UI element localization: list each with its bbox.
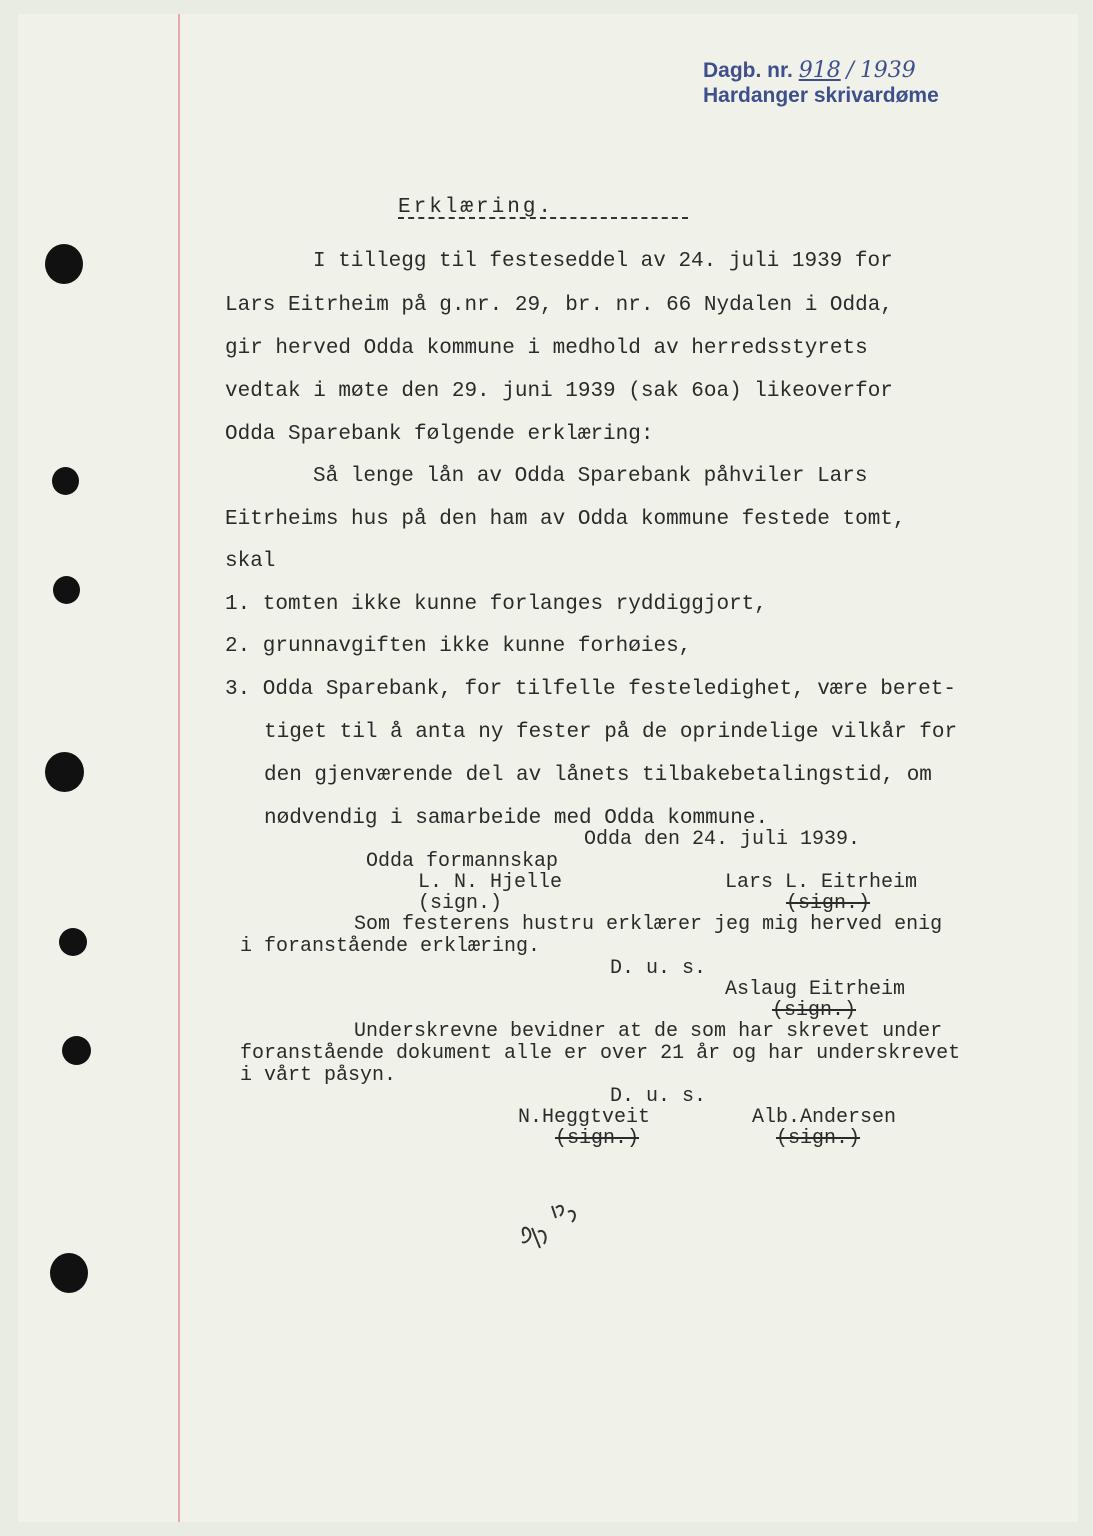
heggtveit-name: N.Heggtveit [518,1106,651,1129]
eitrheim-sign: (sign.) [786,892,871,915]
dus-closing: D. u. s. [610,957,707,980]
formannskap-label: Odda formannskap [366,850,559,873]
registry-stamp [703,58,939,108]
body-line: nødvendig i samarbeide med Odda kommune. [264,807,769,830]
binder-hole [45,244,83,284]
body-line: Lars Eitrheim på g.nr. 29, br. nr. 66 Nydalen i Odda, [225,294,893,317]
andersen-sign: (sign.) [776,1127,861,1150]
body-line: Så lenge lån av Odda Sparebank påhviler Lars [313,465,868,488]
stamp-prefix: Dagb. nr. [703,59,793,82]
body-line: gir herved Odda kommune i medhold av herredsstyrets [225,337,868,360]
witness-statement: Underskrevne bevidner at de som har skrevet under [354,1020,943,1043]
body-line: skal [225,550,276,573]
document-title: Erklæring. [398,196,555,219]
body-line: vedtak i møte den 29. juni 1939 (sak 6oa) likeoverfor [225,380,893,403]
body-line: Odda Sparebank følgende erklæring: [225,423,654,446]
list-item: 3. Odda Sparebank, for tilfelle festeledighet, være beret- [225,678,956,701]
stamp-number: 918 [798,58,841,83]
wife-statement: Som festerens hustru erklærer jeg mig herved enig [354,913,943,936]
hjelle-sign: (sign.) [418,892,503,915]
witness-statement: foranstående dokument alle er over 21 år og har underskrevet [240,1042,961,1065]
margin-line [178,14,180,1522]
heggtveit-sign: (sign.) [555,1127,640,1150]
aslaug-name: Aslaug Eitrheim [725,978,906,1001]
place-date: Odda den 24. juli 1939. [584,828,861,851]
list-item: 2. grunnavgiften ikke kunne forhøies, [225,635,692,658]
aslaug-sign: (sign.) [772,999,857,1022]
stamp-year: 1939 [859,58,916,83]
binder-hole [50,1253,88,1293]
handwritten-initials [512,1198,602,1258]
binder-hole [59,928,87,956]
wife-statement: i foranstående erklæring. [240,935,541,958]
binder-hole [45,752,84,792]
witness-statement: i vårt påsyn. [240,1064,397,1087]
andersen-name: Alb.Andersen [752,1106,897,1129]
eitrheim-name: Lars L. Eitrheim [725,871,918,894]
stamp-separator: / [846,58,854,83]
body-line: den gjenværende del av lånets tilbakebetalingstid, om [264,764,932,787]
hjelle-name: L. N. Hjelle [418,871,563,894]
binder-hole [62,1036,91,1065]
dus-closing: D. u. s. [610,1085,707,1108]
list-item: 1. tomten ikke kunne forlanges ryddiggjort, [225,593,767,616]
stamp-office: Hardanger skrivardøme [703,84,939,107]
body-line: I tillegg til festeseddel av 24. juli 1939 for [313,250,893,273]
binder-hole [52,467,79,495]
binder-hole [53,576,80,604]
body-line: tiget til å anta ny fester på de oprindelige vilkår for [264,721,958,744]
title-underline [398,217,688,219]
body-line: Eitrheims hus på den ham av Odda kommune festede tomt, [225,508,906,531]
